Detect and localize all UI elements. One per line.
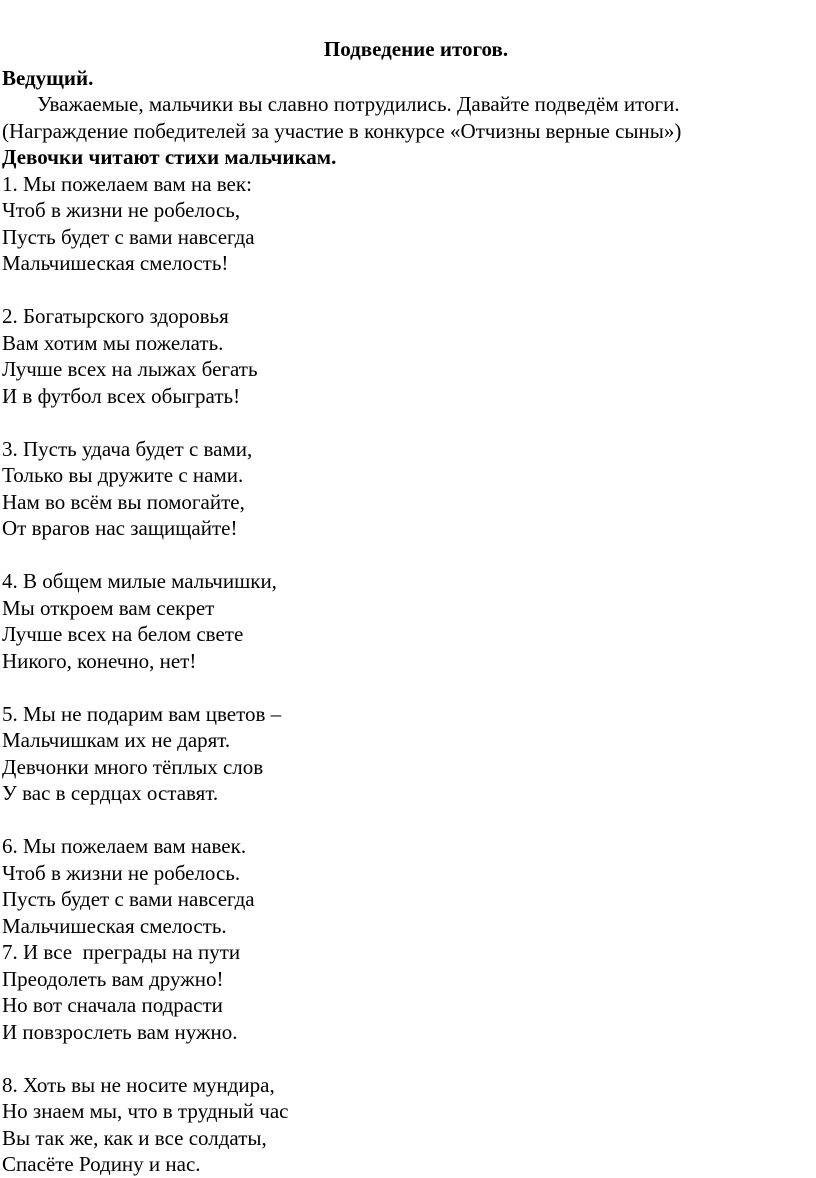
stanza-line: Пусть будет с вами навсегда [2,887,255,911]
stanza-line: Но знаем мы, что в трудный час [2,1099,289,1123]
stanza-line: И в футбол всех обыграть! [2,383,241,408]
stanza-2 [2,303,814,409]
stanza-line: Вы так же, как и все солдаты, [2,1125,267,1150]
stanza-line: Лучше всех на белом свете [2,622,244,646]
stanza-line: 6. Мы пожелаем вам навек. [2,834,247,858]
stanza-line: Спасёте Родину и нас. [2,1152,201,1176]
stanza-line: Пусть будет с вами навсегда [2,224,255,249]
award-note: (Награждение победителей за участие в конкурсе «Отчизны верные сыны») [2,118,682,143]
girls-heading: Девочки читают стихи мальчикам. [2,145,337,169]
stanza-line: У вас в сердцах оставят. [2,781,219,805]
stanza-6 [2,833,814,939]
stanza-1 [2,171,814,277]
stanza-line: 3. Пусть удача будет с вами, [2,436,253,461]
stanza-line: 5. Мы не подарим вам цветов – [2,701,282,726]
stanza-line: Лучше всех на лыжах бегать [2,357,258,381]
stanza-3 [2,436,814,542]
stanza-8 [2,1072,814,1178]
blank-line [2,409,814,436]
stanza-line: 1. Мы пожелаем вам на век: [2,171,252,196]
stanza-line: Только вы дружите с нами. [2,463,244,487]
blank-line [2,1045,814,1072]
stanza-line: И повзрослеть вам нужно. [2,1019,238,1044]
host-speech: Уважаемые, мальчики вы славно потрудились. Давайте подведём итоги. [37,92,680,116]
stanza-line: Нам во всём вы помогайте, [2,489,245,514]
document-title: Подведение итогов. [323,37,509,61]
document-body [2,36,814,1178]
blank-line [2,542,814,569]
stanza-5 [2,701,814,807]
stanza-line: Мальчишеская смелость. [2,913,227,938]
stanza-line: Мальчишеская смелость! [2,251,229,275]
stanza-line: Мы откроем вам секрет [2,595,215,620]
stanza-7 [2,939,814,1045]
stanza-line: Но вот сначала подрасти [2,993,223,1017]
stanza-line: Чтоб в жизни не робелось. [2,860,241,885]
stanza-line: Преодолеть вам дружно! [2,966,224,991]
blank-line [2,674,814,701]
stanza-4 [2,568,814,674]
stanza-line: 4. В общем милые мальчишки, [2,569,277,593]
stanza-line: Чтоб в жизни не робелось, [2,198,241,222]
stanza-line: 2. Богатырского здоровья [2,304,229,328]
stanza-line: От врагов нас защищайте! [2,516,238,540]
stanza-line: Вам хотим мы пожелать. [2,330,224,355]
stanza-line: Мальчишкам их не дарят. [2,728,231,752]
stanza-line: Девчонки много тёплых слов [2,754,264,779]
blank-line [2,277,814,304]
blank-line [2,807,814,834]
stanza-line: 7. И все преграды на пути [2,940,241,964]
stanza-line: Никого, конечно, нет! [2,648,197,673]
stanza-line: 8. Хоть вы не носите мундира, [2,1072,275,1097]
host-label: Ведущий. [2,65,94,90]
